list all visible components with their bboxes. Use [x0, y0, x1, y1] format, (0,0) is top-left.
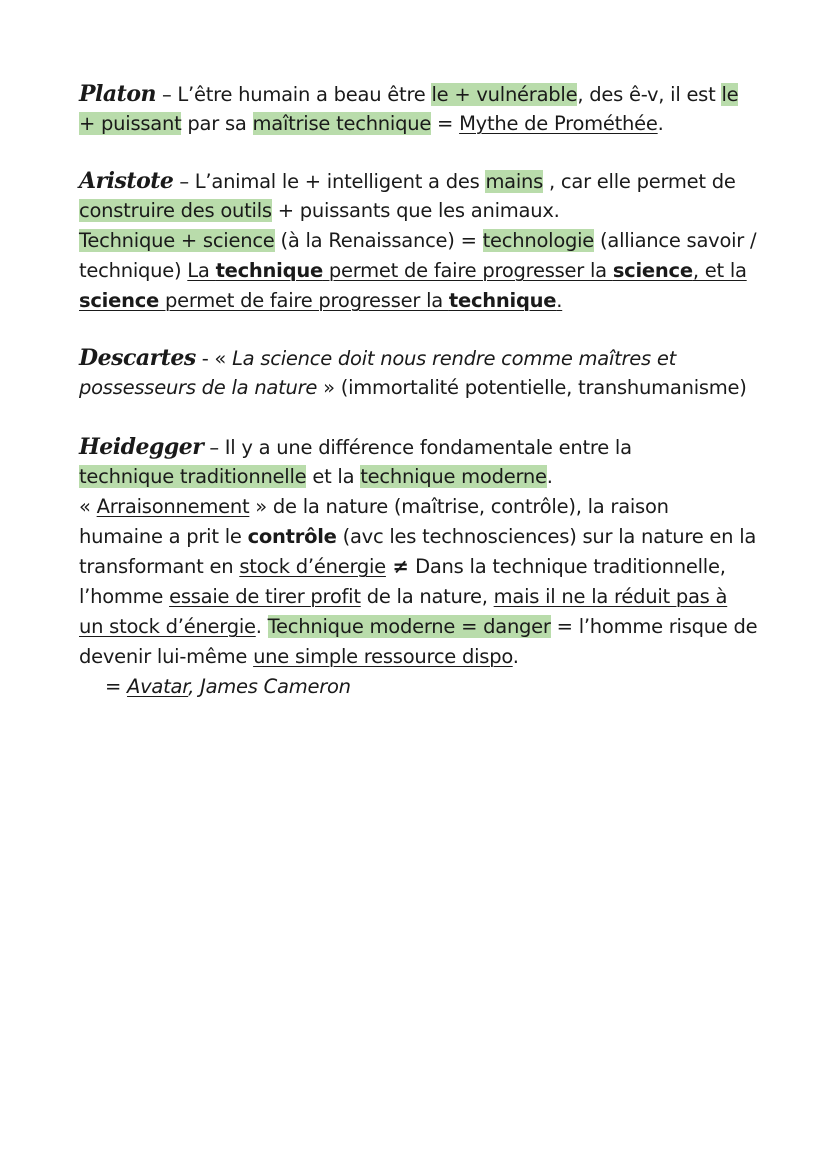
descartes-name: Descartes — [79, 345, 196, 371]
highlight: technique traditionnelle — [79, 465, 307, 488]
text: = l’homme risque de — [550, 615, 758, 638]
heidegger-name: Heidegger — [79, 434, 204, 460]
text: - « — [195, 347, 233, 370]
heidegger-line-6 — [79, 582, 759, 612]
text: – L’animal le + intelligent a des — [173, 170, 486, 193]
text: par sa — [181, 112, 253, 135]
text: technique) — [79, 259, 188, 282]
aristote-line-4 — [79, 256, 759, 286]
aristote-line-5 — [79, 286, 759, 316]
heidegger-line-4 — [79, 522, 759, 552]
highlight: + puissant — [79, 112, 182, 135]
aristote-line-1 — [79, 166, 759, 196]
underlined-text: une simple ressource dispo — [253, 645, 513, 668]
highlight: technique moderne — [360, 465, 547, 488]
underlined-text: La — [187, 259, 216, 282]
platon-line-2 — [79, 109, 759, 139]
underlined-text: mais il ne la réduit pas à — [493, 585, 728, 608]
bold-underlined-text: science — [79, 289, 159, 312]
platon-line-1 — [79, 79, 759, 109]
highlight: construire des outils — [79, 199, 272, 222]
highlight: technologie — [482, 229, 595, 252]
text: » (immortalité potentielle, transhumanisme) — [317, 376, 747, 399]
underlined-text: essaie de tirer profit — [169, 585, 361, 608]
text: et la — [306, 465, 361, 488]
film-title: Avatar — [127, 675, 189, 698]
heidegger-line-3 — [79, 492, 759, 522]
underlined-text: Arraisonnement — [96, 495, 250, 518]
aristote-name: Aristote — [79, 168, 174, 194]
text: = — [431, 112, 460, 135]
text: de la nature, — [360, 585, 494, 608]
underlined-text: permet de faire progresser la — [322, 259, 613, 282]
section-aristote — [79, 166, 759, 316]
heidegger-line-2 — [79, 462, 759, 492]
bold-underlined-text: science — [612, 259, 693, 282]
heidegger-line-5 — [79, 552, 759, 582]
highlight: mains — [485, 170, 544, 193]
text: (alliance savoir / — [594, 229, 757, 252]
text: transformant en — [79, 555, 240, 578]
text: – L’être humain a beau être — [156, 83, 432, 106]
quote-text: La science doit nous rendre comme maîtres et — [232, 347, 677, 370]
text: . — [255, 615, 268, 638]
heidegger-line-8 — [79, 642, 759, 672]
text: (avc les technosciences) sur la nature en la — [336, 525, 757, 548]
section-platon — [79, 79, 759, 139]
heidegger-line-1 — [79, 432, 759, 462]
bold-underlined-text: technique — [448, 289, 557, 312]
text: – Il y a une différence fondamentale entre la — [203, 436, 632, 459]
underlined-text: un stock d’énergie — [79, 615, 256, 638]
bold-text: contrôle — [247, 525, 337, 548]
text: , car elle permet de — [543, 170, 736, 193]
underlined-text: permet de faire progresser la — [159, 289, 449, 312]
platon-name: Platon — [79, 81, 156, 107]
text: « — [79, 495, 97, 518]
text: » de la nature (maîtrise, contrôle), la raison — [249, 495, 669, 518]
section-descartes — [79, 343, 759, 403]
underlined-text: . — [556, 289, 563, 312]
text: . — [546, 465, 553, 488]
descartes-line-2 — [79, 373, 759, 403]
text: , des ê-v, il est — [577, 83, 722, 106]
highlight: le + vulnérable — [431, 83, 578, 106]
bold-underlined-text: technique — [215, 259, 323, 282]
underlined-text: stock d’énergie — [239, 555, 386, 578]
quote-text: possesseurs de la nature — [79, 376, 318, 399]
film-director: , James Cameron — [188, 675, 351, 698]
highlight: maîtrise technique — [252, 112, 432, 135]
section-heidegger — [79, 432, 759, 702]
aristote-line-2 — [79, 196, 759, 226]
text: = — [105, 675, 128, 698]
text: l’homme — [79, 585, 170, 608]
highlight: Technique moderne = danger — [267, 615, 551, 638]
aristote-line-3 — [79, 226, 759, 256]
not-equal-sign: ≠ — [385, 555, 416, 578]
text: . — [657, 112, 664, 135]
heidegger-line-9 — [79, 672, 759, 702]
underlined-text: Mythe de Prométhée — [459, 112, 658, 135]
highlight: le — [721, 83, 739, 106]
highlight: Technique + science — [79, 229, 275, 252]
underlined-text: , et la — [692, 259, 747, 282]
text: (à la Renaissance) = — [274, 229, 483, 252]
text: devenir lui-même — [79, 645, 254, 668]
text: . — [512, 645, 519, 668]
heidegger-line-7 — [79, 612, 759, 642]
text: Dans la technique traditionnelle, — [415, 555, 726, 578]
text: humaine a prit le — [79, 525, 248, 548]
descartes-line-1 — [79, 343, 759, 373]
text: + puissants que les animaux. — [271, 199, 560, 222]
